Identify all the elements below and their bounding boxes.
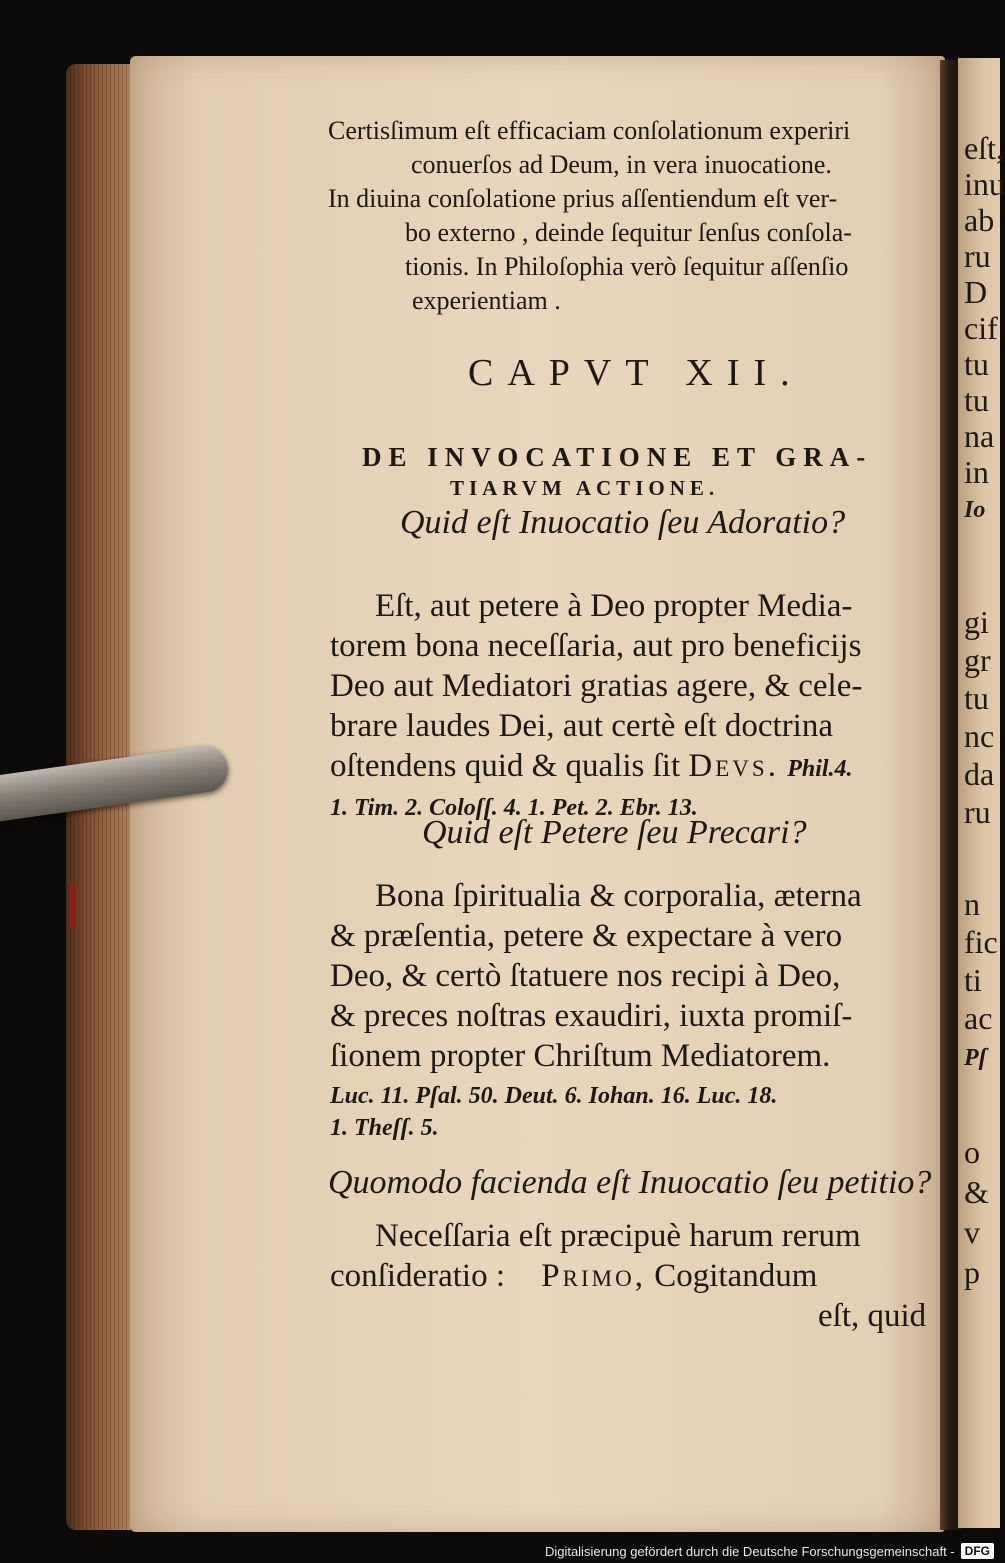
facing-page	[958, 58, 1005, 1528]
facing-fragment: ti	[964, 962, 982, 998]
catchword: eſt, quid	[818, 1298, 927, 1334]
facing-fragment: ac	[964, 1000, 993, 1036]
text-line: ſionem propter Chriſtum Mediatorem.	[330, 1038, 831, 1074]
facing-fragment: ab	[964, 202, 995, 238]
deus-word: Devs.	[688, 748, 779, 784]
text-line: brare laudes Dei, aut certè eſt doctrina	[330, 708, 833, 744]
text-line	[330, 750, 853, 783]
facing-fragment: in	[964, 454, 989, 490]
facing-fragment: ru	[964, 794, 991, 830]
text-line: & præſentia, petere & expectare à vero	[330, 918, 843, 954]
dfg-logo: DFG	[961, 1543, 994, 1559]
facing-fragment: D	[964, 274, 988, 310]
question-heading: Quomodo facienda eſt Inuocatio ſeu petitio?	[328, 1164, 932, 1201]
chapter-heading: CAPVT XII.	[468, 352, 804, 394]
facing-fragment: fic	[964, 924, 998, 960]
facing-fragment: &	[964, 1174, 989, 1210]
scripture-reference: Phil.4.	[787, 756, 853, 782]
facing-fragment: tu	[964, 346, 989, 382]
text-run: Cogitandum	[654, 1258, 818, 1294]
text-line: Deo, & certò ſtatuere nos recipi à Deo,	[330, 958, 841, 994]
question-heading: Quid eſt Petere ſeu Precari?	[422, 814, 807, 851]
facing-fragment: inu	[964, 166, 1005, 202]
facing-fragment: gi	[964, 604, 989, 640]
text-line: Eſt, aut petere à Deo propter Media-	[375, 588, 853, 624]
text-line: tionis. In Philoſophia verò ſequitur aſſenſio	[405, 252, 849, 281]
text-line: Neceſſaria eſt præcipuè harum rerum	[375, 1218, 861, 1254]
text-line: conuerſos ad Deum, in vera inuocatione.	[411, 150, 832, 179]
facing-fragment: o	[964, 1134, 980, 1170]
question-heading: Quid eſt Inuocatio ſeu Adoratio?	[400, 504, 846, 541]
facing-fragment: gr	[964, 642, 991, 678]
facing-fragment: Pſ	[964, 1045, 987, 1071]
chapter-title-line2: TIARVM ACTIONE.	[450, 476, 720, 500]
text-run: conſideratio :	[330, 1258, 506, 1294]
scripture-references: Luc. 11. Pſal. 50. Deut. 6. Iohan. 16. Luc. 18.	[330, 1083, 778, 1109]
text-line: & preces noſtras exaudiri, iuxta promiſ-	[330, 998, 853, 1034]
text-run: oſtendens quid & qualis ſit	[330, 748, 681, 784]
facing-fragment: Io	[964, 497, 986, 523]
facing-fragment: eſt,	[964, 130, 1004, 166]
chapter-title-line1: DE INVOCATIONE ET GRA-	[362, 442, 873, 472]
facing-fragment: p	[964, 1254, 980, 1290]
footer-text: Digitalisierung gefördert durch die Deutsche Forschungsgemeinschaft -	[544, 1543, 955, 1559]
facing-fragment: n	[964, 886, 980, 922]
facing-fragment: cif	[964, 310, 998, 346]
red-page-edge-mark	[70, 884, 76, 928]
text-line	[330, 1260, 817, 1293]
facing-fragment: tu	[964, 382, 989, 418]
footer	[545, 1539, 1000, 1563]
facing-fragment: tu	[964, 680, 989, 716]
facing-fragment: nc	[964, 718, 995, 754]
facing-fragment: v	[964, 1214, 980, 1250]
scripture-references: 1. Tim. 2. Coloſſ. 4. 1. Pet. 2. Ebr. 13.	[330, 795, 698, 821]
text-line: Deo aut Mediatori gratias agere, & cele-	[330, 668, 863, 704]
text-line: In diuina conſolatione prius aſſentiendum eſt ver-	[328, 184, 838, 213]
text-line: Certisſimum eſt efficaciam conſolationum experiri	[328, 116, 851, 145]
facing-fragment: ru	[964, 238, 991, 274]
text-line: bo externo , deinde ſequitur ſenſus conſola-	[405, 218, 852, 247]
text-line: Bona ſpiritualia & corporalia, æterna	[375, 878, 862, 914]
text-line: experientiam .	[412, 286, 561, 315]
facing-fragment: da	[964, 756, 995, 792]
text-line: torem bona neceſſaria, aut pro beneficijs	[330, 628, 862, 664]
primo-word: Primo,	[541, 1258, 646, 1294]
scripture-references: 1. Theſſ. 5.	[330, 1115, 439, 1141]
facing-fragment: na	[964, 418, 995, 454]
